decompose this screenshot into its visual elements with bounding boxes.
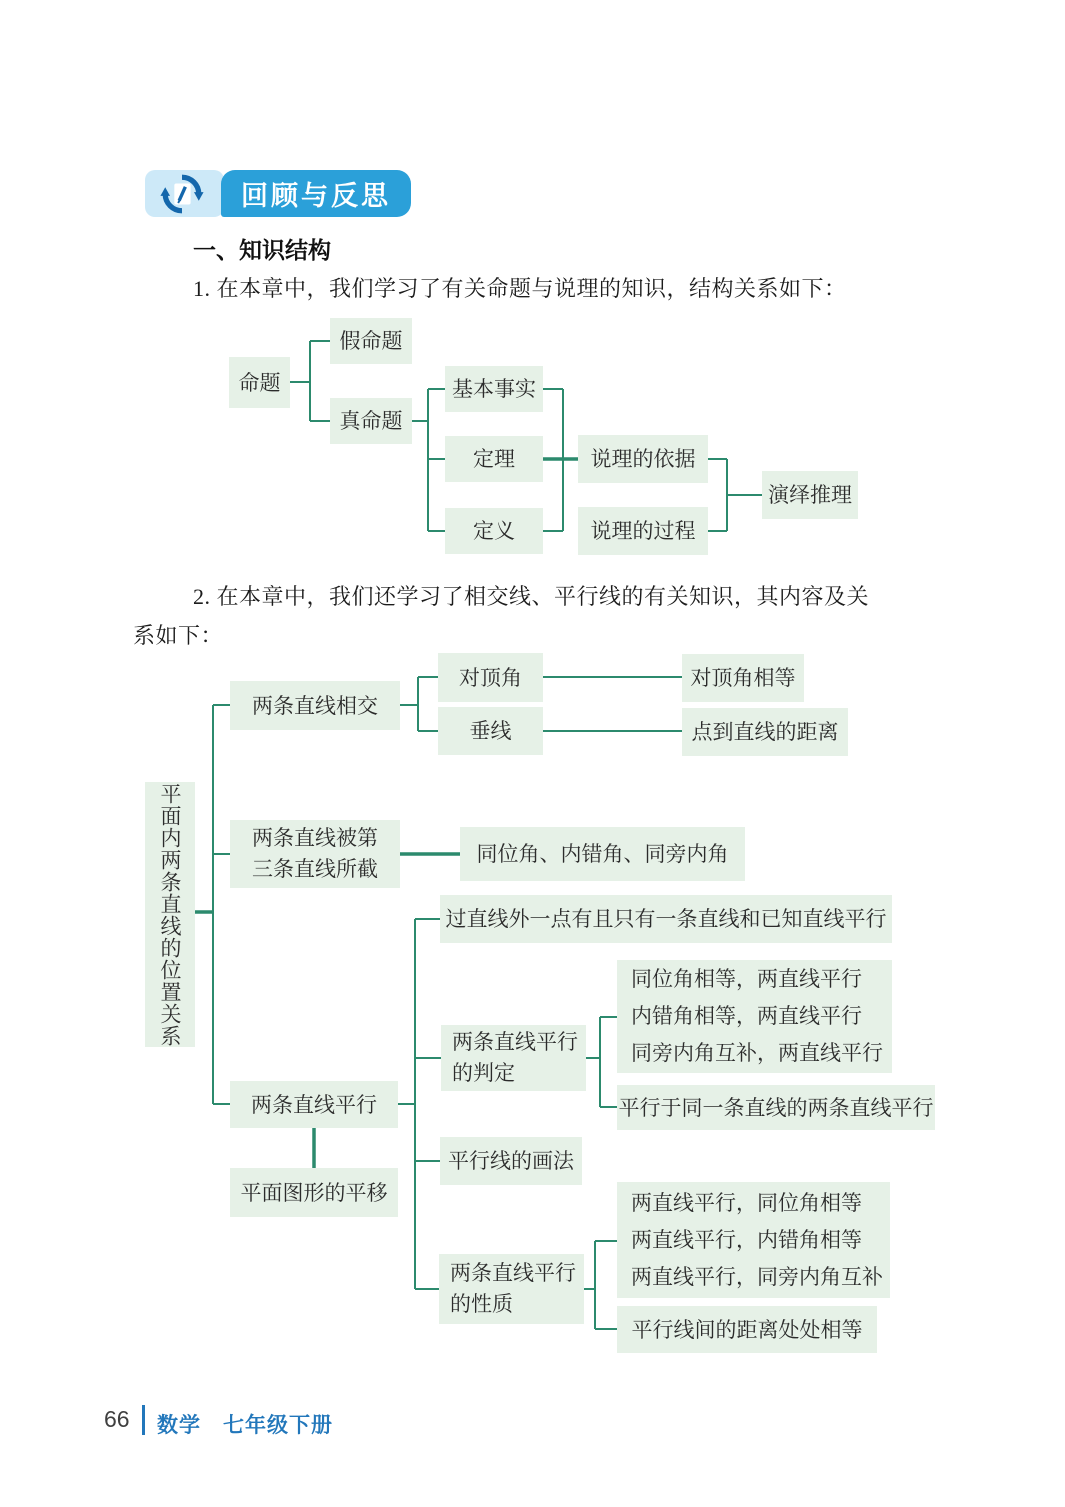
property-item-3: 两直线平行，同旁内角互补 <box>631 1264 883 1289</box>
node-parallel-properties-line-1: 两条直线平行 <box>450 1261 576 1285</box>
node-two-lines-intersect: 两条直线相交 <box>230 681 400 730</box>
criteria-item-3: 同旁内角互补，两直线平行 <box>631 1041 883 1065</box>
node-vertical-angles-equal: 对顶角相等 <box>682 654 804 702</box>
review-reflect-icon <box>159 171 205 217</box>
node-parallel-to-same-line: 平行于同一条直线的两条直线平行 <box>617 1085 935 1130</box>
header-badge <box>221 170 411 217</box>
node-cut-by-third-line-1: 两条直线被第 <box>252 826 378 850</box>
paragraph-1: 1. 在本章中，我们学习了有关命题与说理的知识，结构关系如下： <box>193 276 847 301</box>
node-parallel-properties-line-2: 的性质 <box>450 1292 513 1316</box>
node-reason-basis: 说理的依据 <box>578 435 708 483</box>
node-theorem: 定理 <box>445 436 543 482</box>
node-cut-by-third-line-2: 三条直线所截 <box>252 857 378 881</box>
node-false-proposition: 假命题 <box>330 318 412 364</box>
node-reason-process: 说理的过程 <box>578 507 708 555</box>
property-item-2: 两直线平行，内错角相等 <box>631 1227 862 1252</box>
node-parallel-postulate: 过直线外一点有且只有一条直线和已知直线平行 <box>440 895 892 943</box>
node-angle-types: 同位角、内错角、同旁内角 <box>460 827 745 881</box>
node-parallel-drawing-method: 平行线的画法 <box>440 1137 582 1185</box>
node-true-proposition: 真命题 <box>330 398 412 444</box>
node-parallel-properties <box>439 1254 584 1324</box>
node-parallel-criteria <box>441 1025 586 1091</box>
paragraph-2-line-2: 系如下： <box>133 623 224 648</box>
node-plane-figure-translation: 平面图形的平移 <box>230 1168 398 1217</box>
node-parallel-distance-equal: 平行线间的距离处处相等 <box>617 1306 877 1353</box>
footer-divider <box>142 1405 145 1435</box>
node-parallel-properties-list <box>617 1182 890 1298</box>
node-proposition: 命题 <box>229 357 290 408</box>
node-basic-fact: 基本事实 <box>445 366 543 412</box>
property-item-1: 两直线平行，同位角相等 <box>631 1190 862 1215</box>
book-title: 数学 七年级下册 <box>157 1414 333 1437</box>
paragraph-2-line-1: 2. 在本章中，我们还学习了相交线、平行线的有关知识，其内容及关 <box>193 584 870 609</box>
section-heading: 一、知识结构 <box>193 237 331 263</box>
node-vertical-angles: 对顶角 <box>438 653 543 702</box>
node-parallel-criteria-list <box>617 960 892 1073</box>
criteria-item-2: 内错角相等，两直线平行 <box>631 1004 862 1028</box>
node-two-lines-parallel: 两条直线平行 <box>230 1081 398 1128</box>
node-parallel-criteria-line-2: 的判定 <box>452 1061 515 1085</box>
node-point-line-distance: 点到直线的距离 <box>682 708 848 756</box>
node-deductive-reasoning: 演绎推理 <box>762 471 858 519</box>
criteria-item-1: 同位角相等，两直线平行 <box>631 967 862 991</box>
header-badge-title: 回顾与反思 <box>241 181 391 211</box>
node-perpendicular: 垂线 <box>438 707 543 755</box>
node-root-position-relation: 平面内两条直线的位置关系 <box>145 782 195 1047</box>
node-cut-by-third-line <box>230 820 400 888</box>
page-number: 66 <box>104 1406 130 1432</box>
node-definition: 定义 <box>445 508 543 554</box>
node-parallel-criteria-line-1: 两条直线平行 <box>452 1030 578 1054</box>
